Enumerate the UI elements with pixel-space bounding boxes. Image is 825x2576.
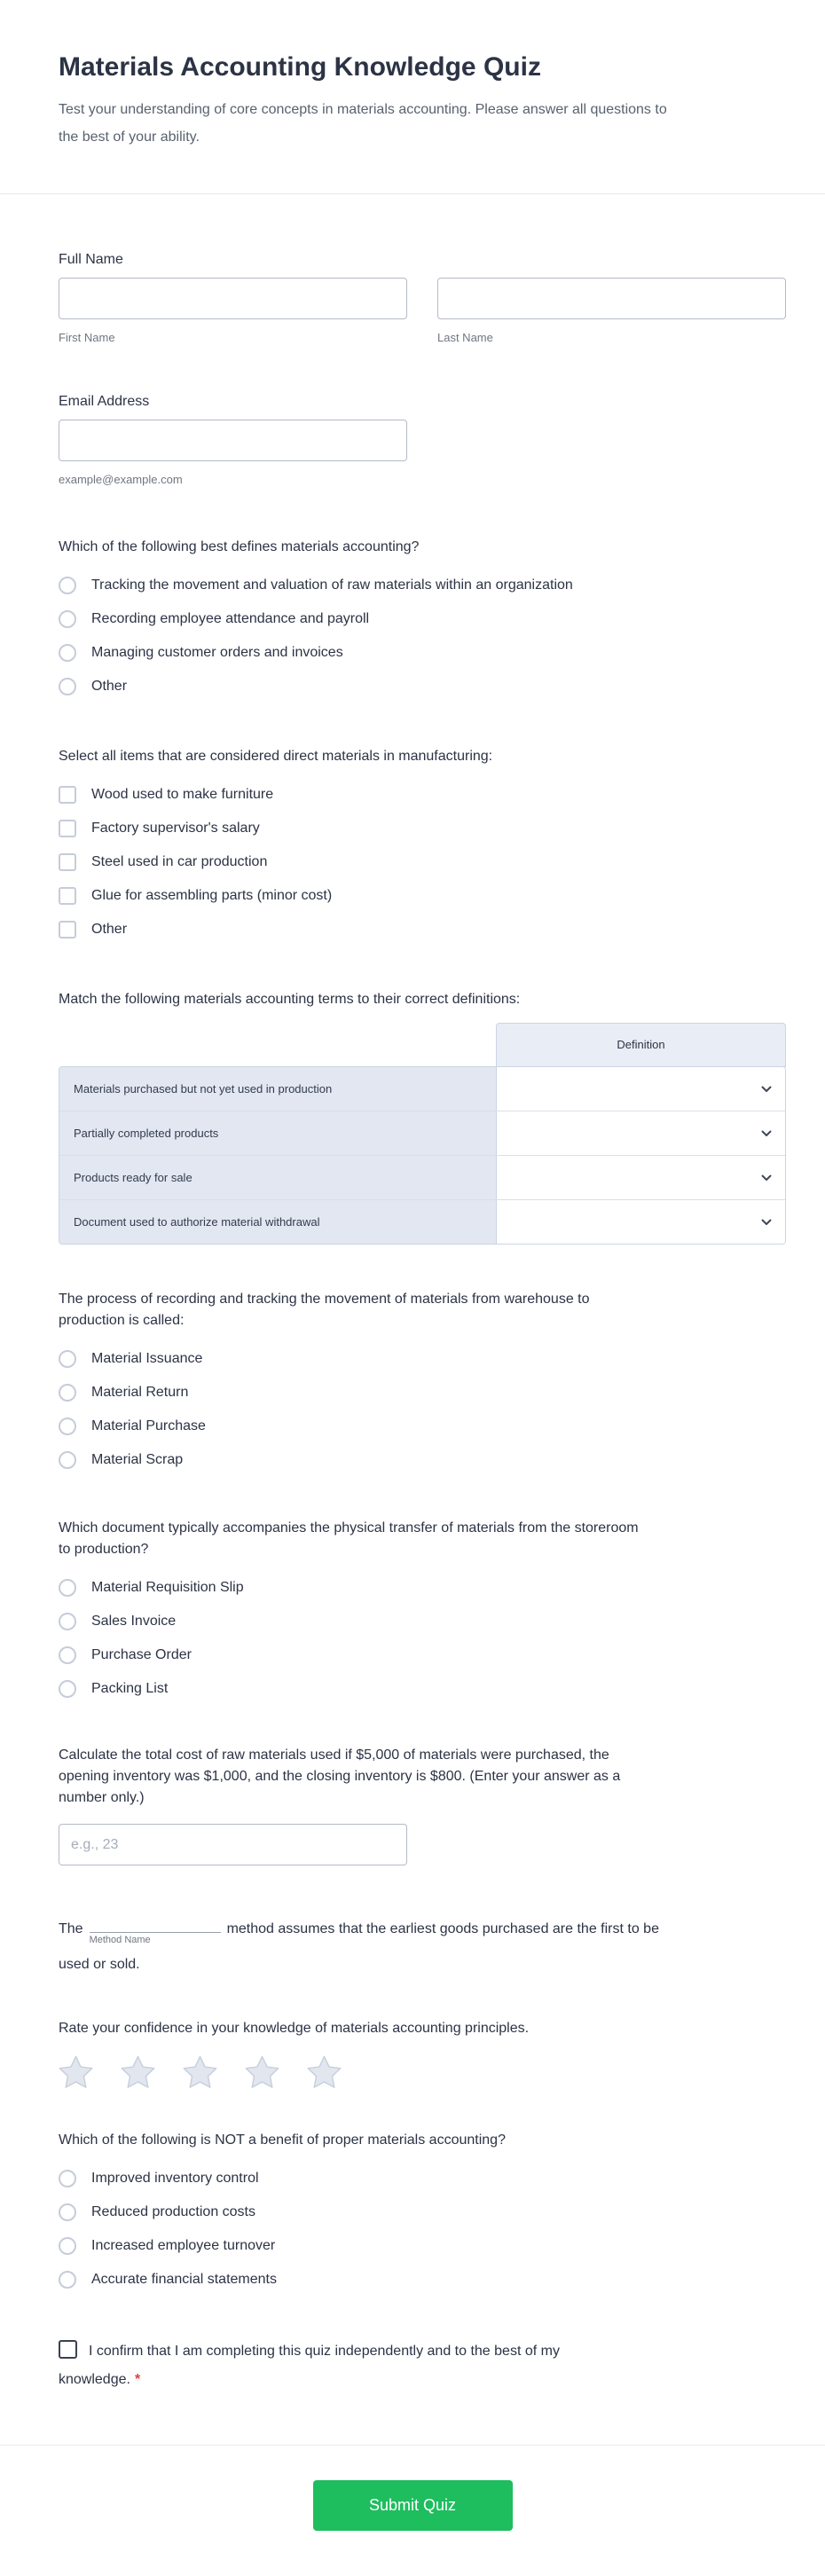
matrix-header-row: [59, 1023, 786, 1067]
matrix-column-header: Definition: [496, 1023, 786, 1067]
matrix-row-label: Document used to authorize material withdrawal: [59, 1200, 496, 1244]
radio-option[interactable]: [59, 1605, 786, 1638]
matrix-row-label: Partially completed products: [59, 1111, 496, 1155]
checkbox-group: [59, 778, 786, 946]
checkbox-option[interactable]: [59, 879, 786, 913]
first-name-subfield: [59, 278, 407, 345]
radio-option[interactable]: [59, 2263, 786, 2297]
radio-icon[interactable]: [59, 610, 76, 628]
definition-dropdown[interactable]: [496, 1200, 785, 1244]
star-icon: [307, 2055, 342, 2089]
first-name-sublabel: First Name: [59, 331, 115, 344]
option-label: Wood used to make furniture: [91, 787, 274, 802]
option-label: Material Return: [91, 1385, 189, 1400]
star-icon: [245, 2055, 279, 2089]
checkbox-option[interactable]: [59, 812, 786, 845]
confirmation-field: [59, 2337, 786, 2394]
option-label: Recording employee attendance and payroll: [91, 611, 370, 626]
confirmation-label: I confirm that I am completing this quiz independently and to the best of my knowledge.: [59, 2344, 560, 2387]
question-calculate: [59, 1745, 786, 1865]
radio-option[interactable]: [59, 569, 786, 602]
rating-star-3[interactable]: [183, 2055, 217, 2089]
matrix-body: [59, 1066, 786, 1245]
question-match-matrix: [59, 989, 786, 1245]
radio-icon[interactable]: [59, 1384, 76, 1402]
rating-star-4[interactable]: [245, 2055, 279, 2089]
option-label: Tracking the movement and valuation of raw materials within an organization: [91, 577, 573, 593]
radio-option[interactable]: [59, 1376, 786, 1410]
radio-group: [59, 1342, 786, 1477]
fill-blank-sentence: [59, 1912, 680, 1983]
page-title: Materials Accounting Knowledge Quiz: [59, 52, 541, 82]
radio-icon[interactable]: [59, 1418, 76, 1435]
question-document: [59, 1518, 786, 1706]
question-label: Select all items that are considered direct materials in manufacturing:: [59, 749, 493, 764]
submit-button[interactable]: Submit Quiz: [313, 2480, 513, 2531]
option-label: Material Issuance: [91, 1351, 203, 1366]
radio-icon[interactable]: [59, 1579, 76, 1597]
definition-dropdown[interactable]: [496, 1067, 785, 1111]
star-rating: [59, 2055, 786, 2089]
full-name-field: [59, 251, 786, 345]
question-direct-materials: [59, 746, 786, 946]
star-icon: [121, 2055, 155, 2089]
checkbox-icon[interactable]: [59, 887, 76, 905]
checkbox-icon[interactable]: [59, 853, 76, 871]
checkbox-option[interactable]: [59, 845, 786, 879]
last-name-sublabel: Last Name: [437, 331, 493, 344]
radio-option[interactable]: [59, 670, 786, 703]
matrix-row: [59, 1155, 785, 1199]
footer-divider: [0, 2445, 825, 2446]
last-name-subfield: [437, 278, 786, 345]
rating-star-2[interactable]: [121, 2055, 155, 2089]
radio-icon[interactable]: [59, 2271, 76, 2289]
matrix-table: [59, 1023, 786, 1245]
option-label: Packing List: [91, 1681, 169, 1696]
sentence-suffix: method assumes that the earliest goods purchased are the first to be used or sold.: [59, 1921, 659, 1972]
header-divider: [0, 193, 825, 194]
checkbox-icon[interactable]: [59, 786, 76, 804]
radio-option[interactable]: [59, 602, 786, 636]
form-description: Test your understanding of core concepts in materials accounting. Please answer all questions to the best of your ability.: [59, 102, 667, 145]
matrix-row: [59, 1067, 785, 1111]
first-name-input[interactable]: [59, 278, 407, 319]
matrix-row: [59, 1199, 785, 1244]
blank-sublabel: Method Name: [89, 1935, 151, 1945]
option-label: Accurate financial statements: [91, 2272, 277, 2287]
checkbox-option[interactable]: [59, 778, 786, 812]
radio-icon[interactable]: [59, 1680, 76, 1698]
radio-option[interactable]: [59, 1342, 786, 1376]
star-icon: [59, 2055, 93, 2089]
method-name-input[interactable]: [89, 1913, 221, 1945]
radio-icon[interactable]: [59, 2203, 76, 2221]
question-label: Which document typically accompanies the physical transfer of materials from the storeroom to production?: [59, 1520, 639, 1557]
question-rating: [59, 2018, 786, 2089]
option-label: Steel used in car production: [91, 854, 268, 869]
confirmation-row: [59, 2337, 591, 2394]
option-label: Other: [91, 679, 128, 694]
question-process: [59, 1289, 786, 1477]
radio-icon[interactable]: [59, 577, 76, 594]
radio-icon[interactable]: [59, 644, 76, 662]
option-label: Reduced production costs: [91, 2204, 255, 2219]
calculation-answer-input[interactable]: [59, 1824, 407, 1865]
radio-option[interactable]: [59, 2162, 786, 2195]
radio-group: [59, 2162, 786, 2297]
radio-group: [59, 569, 786, 703]
chevron-down-icon: [761, 1130, 772, 1137]
option-label: Glue for assembling parts (minor cost): [91, 888, 333, 903]
full-name-label: Full Name: [59, 252, 123, 267]
email-field: [59, 393, 786, 487]
option-label: Sales Invoice: [91, 1614, 177, 1629]
question-label: The process of recording and tracking the movement of materials from warehouse to production is called:: [59, 1292, 590, 1328]
checkbox-icon[interactable]: [59, 921, 76, 939]
option-label: Managing customer orders and invoices: [91, 645, 343, 660]
rating-star-5[interactable]: [307, 2055, 342, 2089]
option-label: Material Scrap: [91, 1452, 184, 1467]
radio-group: [59, 1571, 786, 1706]
option-label: Factory supervisor's salary: [91, 821, 260, 836]
question-label: Calculate the total cost of raw materials used if $5,000 of materials were purchased, the opening inventory was $1,000, and the closing inventory is $800. (Enter your answer as a number only.): [59, 1747, 621, 1805]
question-defines: [59, 537, 786, 703]
option-label: Material Requisition Slip: [91, 1580, 244, 1595]
radio-option[interactable]: [59, 2195, 786, 2229]
confirm-checkbox[interactable]: [59, 2340, 77, 2359]
submit-row: [0, 2480, 825, 2531]
question-label: Match the following materials accounting terms to their correct definitions:: [59, 992, 521, 1007]
star-icon: [183, 2055, 217, 2089]
radio-option[interactable]: [59, 1410, 786, 1443]
question-fifo-blank: [59, 1912, 786, 1983]
email-input[interactable]: [59, 420, 407, 461]
matrix-header-spacer: [59, 1023, 496, 1067]
chevron-down-icon: [761, 1086, 772, 1093]
radio-icon[interactable]: [59, 678, 76, 695]
name-row: [59, 278, 786, 345]
radio-option[interactable]: [59, 1638, 786, 1672]
question-label: Rate your confidence in your knowledge of materials accounting principles.: [59, 2021, 530, 2036]
matrix-row-label: Materials purchased but not yet used in production: [59, 1067, 496, 1111]
radio-icon[interactable]: [59, 1451, 76, 1469]
option-label: Increased employee turnover: [91, 2238, 276, 2253]
question-label: Which of the following is NOT a benefit of proper materials accounting?: [59, 2132, 506, 2148]
form-header: [59, 51, 786, 151]
option-label: Purchase Order: [91, 1647, 192, 1662]
radio-icon[interactable]: [59, 1350, 76, 1368]
chevron-down-icon: [761, 1219, 772, 1226]
sentence-prefix: The: [59, 1921, 83, 1936]
rating-star-1[interactable]: [59, 2055, 93, 2089]
radio-icon[interactable]: [59, 2237, 76, 2255]
option-label: Improved inventory control: [91, 2171, 259, 2186]
radio-option[interactable]: [59, 2229, 786, 2263]
checkbox-icon[interactable]: [59, 820, 76, 837]
matrix-row: [59, 1111, 785, 1155]
last-name-input[interactable]: [437, 278, 786, 319]
email-sublabel: example@example.com: [59, 473, 183, 486]
radio-option[interactable]: [59, 1571, 786, 1605]
option-label: Material Purchase: [91, 1418, 206, 1433]
chevron-down-icon: [761, 1174, 772, 1182]
matrix-row-label: Products ready for sale: [59, 1156, 496, 1199]
email-label: Email Address: [59, 394, 150, 409]
option-label: Other: [91, 922, 128, 937]
radio-icon[interactable]: [59, 2170, 76, 2187]
required-asterisk: *: [134, 2372, 141, 2387]
definition-dropdown[interactable]: [496, 1156, 785, 1199]
radio-icon[interactable]: [59, 1646, 76, 1664]
definition-dropdown[interactable]: [496, 1111, 785, 1155]
radio-option[interactable]: [59, 1672, 786, 1706]
radio-icon[interactable]: [59, 1613, 76, 1630]
radio-option[interactable]: [59, 636, 786, 670]
checkbox-option[interactable]: [59, 913, 786, 946]
question-not-benefit: [59, 2130, 786, 2297]
radio-option[interactable]: [59, 1443, 786, 1477]
question-label: Which of the following best defines materials accounting?: [59, 539, 420, 554]
